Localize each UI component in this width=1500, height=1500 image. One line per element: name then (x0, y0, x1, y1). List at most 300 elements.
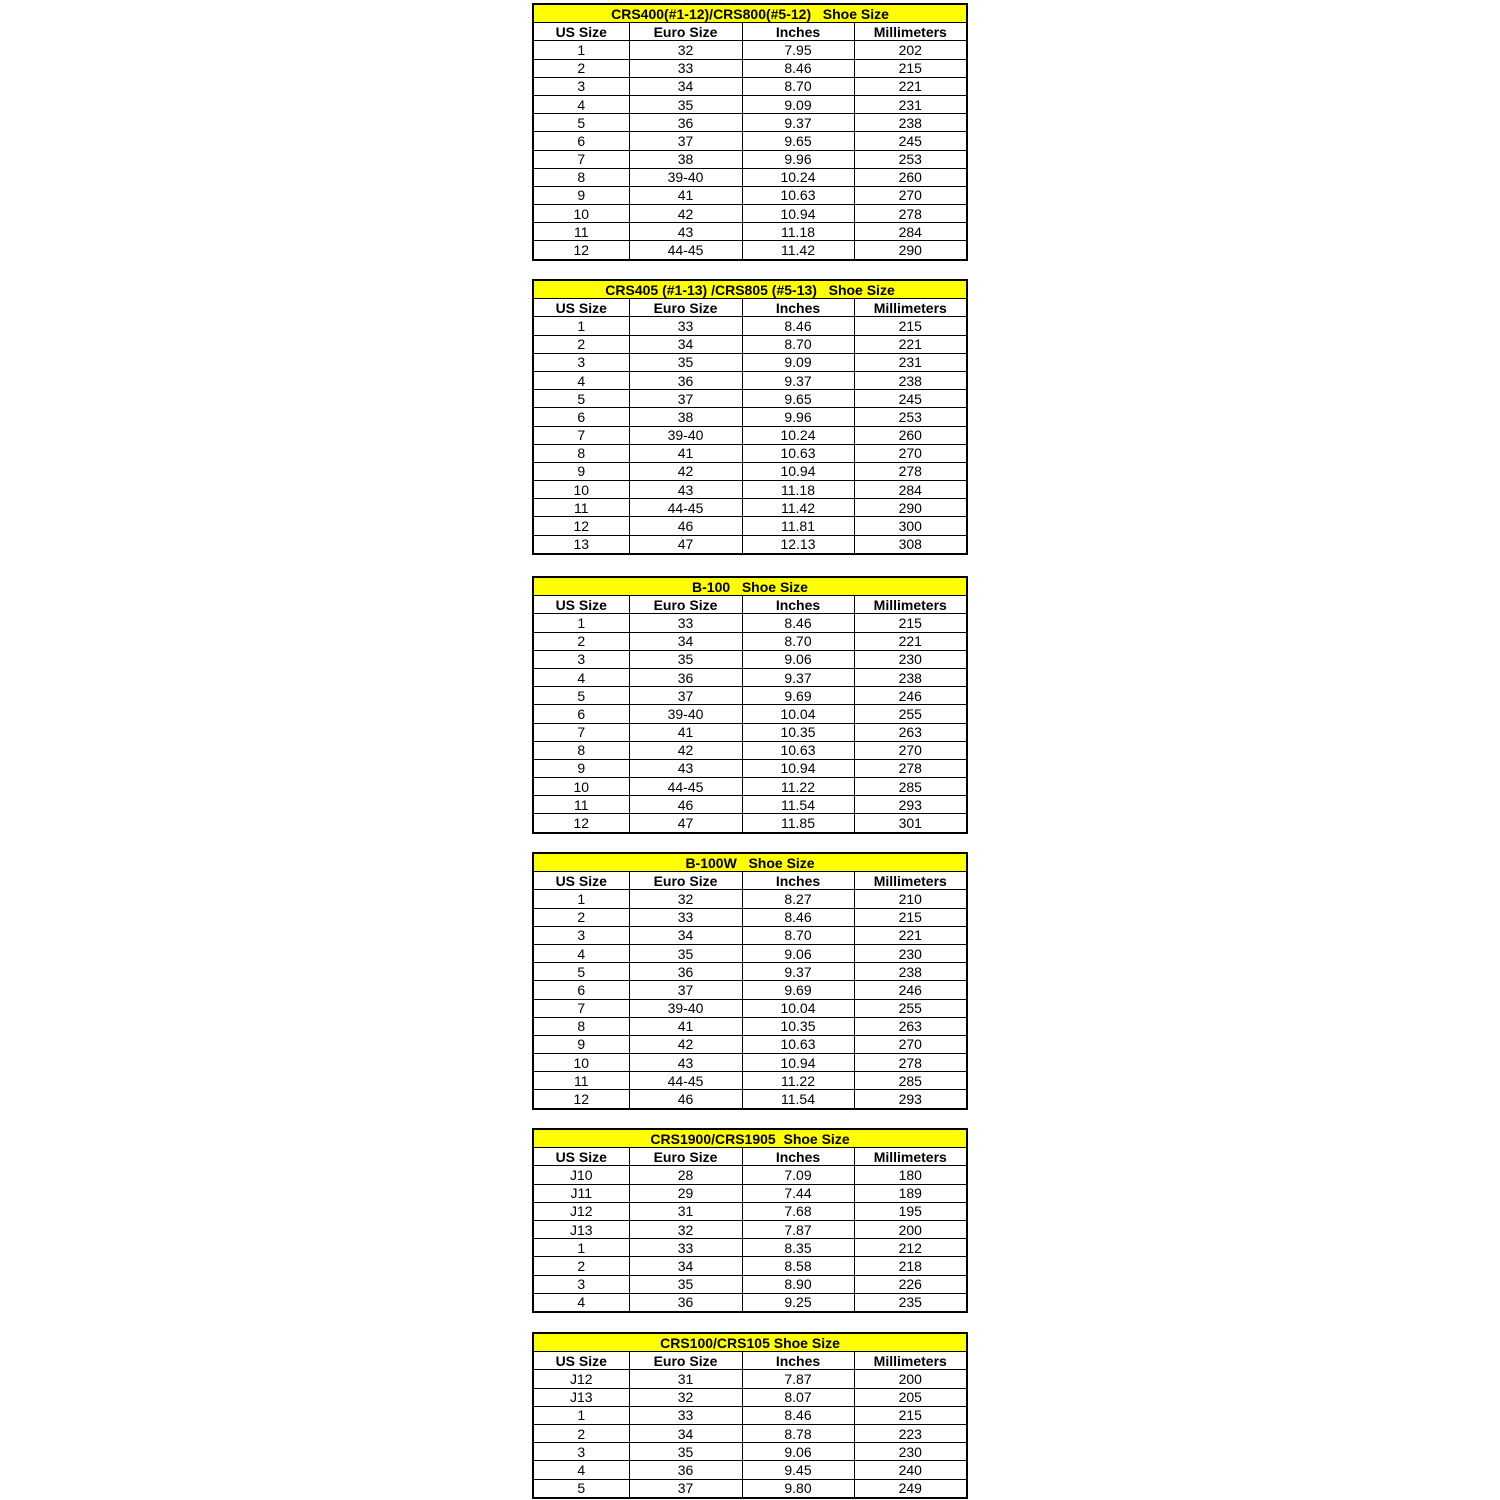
table-cell: 41 (629, 723, 742, 741)
table-cell: 221 (854, 926, 967, 944)
table-row (533, 205, 967, 223)
table-row (533, 944, 967, 962)
table-cell: 4 (533, 95, 629, 113)
table-row (533, 1202, 967, 1220)
table-row (533, 1239, 967, 1257)
table-title: CRS1900/CRS1905 Shoe Size (533, 1129, 967, 1148)
table-row (533, 687, 967, 705)
table-cell: 253 (854, 150, 967, 168)
table-row (533, 963, 967, 981)
table-cell: 31 (629, 1202, 742, 1220)
table-cell: 42 (629, 1035, 742, 1053)
table-row (533, 1166, 967, 1184)
table-cell: 9.25 (742, 1293, 854, 1312)
table-cell: 34 (629, 1257, 742, 1275)
table-row (533, 168, 967, 186)
table-row (533, 668, 967, 686)
table-cell: 2 (533, 908, 629, 926)
header-row (533, 596, 967, 614)
table-cell: 10.63 (742, 444, 854, 462)
table-row (533, 778, 967, 796)
table-cell: 11.22 (742, 1072, 854, 1090)
table-cell: 238 (854, 114, 967, 132)
table-row (533, 1090, 967, 1109)
table-row (533, 223, 967, 241)
table-cell: 10 (533, 778, 629, 796)
table-cell: 36 (629, 371, 742, 389)
table-cell: 12 (533, 814, 629, 833)
table-cell: 255 (854, 705, 967, 723)
table-cell: 11 (533, 499, 629, 517)
table-cell: 33 (629, 317, 742, 335)
table-cell: 1 (533, 890, 629, 908)
table-cell: 3 (533, 1443, 629, 1461)
table-cell: 9.96 (742, 150, 854, 168)
table-row (533, 444, 967, 462)
table-cell: 9.37 (742, 963, 854, 981)
column-header: Euro Size (629, 1148, 742, 1166)
table-cell: 246 (854, 687, 967, 705)
table-cell: 36 (629, 1461, 742, 1479)
table-cell: 202 (854, 41, 967, 59)
table-cell: 5 (533, 963, 629, 981)
table-cell: 235 (854, 1293, 967, 1312)
table-cell: 35 (629, 353, 742, 371)
table-cell: 7 (533, 723, 629, 741)
column-header: US Size (533, 872, 629, 890)
table-cell: 41 (629, 1017, 742, 1035)
table-cell: 2 (533, 1257, 629, 1275)
table-cell: 34 (629, 926, 742, 944)
table-title: CRS405 (#1-13) /CRS805 (#5-13) Shoe Size (533, 280, 967, 299)
table-cell: 230 (854, 650, 967, 668)
table-row (533, 408, 967, 426)
table-cell: 270 (854, 186, 967, 204)
table-cell: 9.06 (742, 1443, 854, 1461)
table-cell: 12 (533, 1090, 629, 1109)
table-cell: 1 (533, 1406, 629, 1424)
table-cell: 9 (533, 186, 629, 204)
table-cell: 238 (854, 371, 967, 389)
column-header: Inches (742, 872, 854, 890)
table-cell: 3 (533, 77, 629, 95)
table-cell: 180 (854, 1166, 967, 1184)
table-cell: 28 (629, 1166, 742, 1184)
header-row (533, 872, 967, 890)
table-cell: 215 (854, 59, 967, 77)
column-header: Euro Size (629, 596, 742, 614)
table-cell: 37 (629, 1479, 742, 1498)
table-cell: 10.94 (742, 205, 854, 223)
table-cell: 7.44 (742, 1184, 854, 1202)
table-cell: 39-40 (629, 705, 742, 723)
table-cell: 8 (533, 741, 629, 759)
table-row (533, 1293, 967, 1312)
table-cell: 11 (533, 796, 629, 814)
table-cell: 35 (629, 1275, 742, 1293)
table-cell: 9.96 (742, 408, 854, 426)
table-row (533, 114, 967, 132)
table-cell: 246 (854, 981, 967, 999)
table-cell: 10.04 (742, 999, 854, 1017)
table-cell: 2 (533, 59, 629, 77)
table-cell: 43 (629, 1054, 742, 1072)
table-cell: 210 (854, 890, 967, 908)
table-cell: 221 (854, 632, 967, 650)
table-cell: 7.87 (742, 1370, 854, 1388)
shoe-size-table (532, 3, 968, 261)
table-cell: 278 (854, 205, 967, 223)
column-header: Euro Size (629, 299, 742, 317)
table-cell: 5 (533, 687, 629, 705)
table-cell: 37 (629, 687, 742, 705)
table-cell: 9.37 (742, 114, 854, 132)
table-cell: 8.78 (742, 1424, 854, 1442)
table-cell: J12 (533, 1370, 629, 1388)
table-cell: 8.46 (742, 908, 854, 926)
table-cell: 39-40 (629, 426, 742, 444)
table-cell: 36 (629, 1293, 742, 1312)
table-row (533, 186, 967, 204)
table-cell: 46 (629, 1090, 742, 1109)
table-cell: 8.46 (742, 317, 854, 335)
table-cell: 11.54 (742, 1090, 854, 1109)
table-cell: 195 (854, 1202, 967, 1220)
table-cell: 10.04 (742, 705, 854, 723)
table-cell: 8.58 (742, 1257, 854, 1275)
table-row (533, 371, 967, 389)
table-cell: 44-45 (629, 241, 742, 260)
table-cell: 10.63 (742, 1035, 854, 1053)
table-row (533, 1275, 967, 1293)
table-row (533, 1479, 967, 1498)
table-cell: 260 (854, 426, 967, 444)
table-cell: 37 (629, 132, 742, 150)
table-row (533, 1184, 967, 1202)
table-row (533, 705, 967, 723)
column-header: Inches (742, 1352, 854, 1370)
table-cell: 230 (854, 944, 967, 962)
table-cell: 10.35 (742, 1017, 854, 1035)
table-cell: 6 (533, 132, 629, 150)
table-cell: 38 (629, 408, 742, 426)
table-cell: 8.46 (742, 614, 854, 632)
shoe-size-table (532, 279, 968, 555)
table-row (533, 353, 967, 371)
column-header: US Size (533, 1148, 629, 1166)
table-cell: 8.70 (742, 632, 854, 650)
table-cell: 301 (854, 814, 967, 833)
table-row (533, 999, 967, 1017)
table-cell: 10 (533, 1054, 629, 1072)
column-header: Millimeters (854, 23, 967, 41)
table-row (533, 95, 967, 113)
column-header: Euro Size (629, 872, 742, 890)
table-cell: 9.09 (742, 95, 854, 113)
table-cell: 34 (629, 77, 742, 95)
table-cell: 7.09 (742, 1166, 854, 1184)
table-cell: 221 (854, 335, 967, 353)
table-cell: 215 (854, 908, 967, 926)
table-cell: 42 (629, 205, 742, 223)
table-cell: 42 (629, 462, 742, 480)
table-cell: 245 (854, 390, 967, 408)
table-row (533, 317, 967, 335)
table-cell: 238 (854, 668, 967, 686)
table-cell: 200 (854, 1220, 967, 1238)
table-title: B-100W Shoe Size (533, 853, 967, 872)
table-cell: 290 (854, 499, 967, 517)
table-cell: 33 (629, 59, 742, 77)
table-cell: 8.35 (742, 1239, 854, 1257)
table-cell: 218 (854, 1257, 967, 1275)
table-title: B-100 Shoe Size (533, 577, 967, 596)
table-cell: 10.35 (742, 723, 854, 741)
table-cell: 9 (533, 462, 629, 480)
table-cell: 284 (854, 481, 967, 499)
table-row (533, 1220, 967, 1238)
table-cell: 223 (854, 1424, 967, 1442)
table-cell: J11 (533, 1184, 629, 1202)
column-header: US Size (533, 299, 629, 317)
table-cell: 2 (533, 632, 629, 650)
table-cell: J13 (533, 1220, 629, 1238)
table-row (533, 1443, 967, 1461)
table-cell: 231 (854, 95, 967, 113)
table-cell: 36 (629, 668, 742, 686)
table-cell: 9.65 (742, 390, 854, 408)
table-row (533, 981, 967, 999)
table-cell: 11.18 (742, 481, 854, 499)
table-cell: 41 (629, 186, 742, 204)
shoe-size-table (532, 576, 968, 834)
table-row (533, 890, 967, 908)
table-cell: 278 (854, 759, 967, 777)
table-cell: 11.22 (742, 778, 854, 796)
table-cell: 9.37 (742, 371, 854, 389)
table-cell: 212 (854, 1239, 967, 1257)
table-cell: 10.94 (742, 759, 854, 777)
table-row (533, 1257, 967, 1275)
table-cell: 33 (629, 908, 742, 926)
table-row (533, 1054, 967, 1072)
table-cell: 9.06 (742, 944, 854, 962)
table-cell: 44-45 (629, 499, 742, 517)
table-cell: 37 (629, 981, 742, 999)
column-header: US Size (533, 596, 629, 614)
table-row (533, 426, 967, 444)
table-row (533, 132, 967, 150)
table-cell: 189 (854, 1184, 967, 1202)
table-cell: 6 (533, 981, 629, 999)
table-cell: 260 (854, 168, 967, 186)
table-cell: 7.87 (742, 1220, 854, 1238)
table-cell: 8.07 (742, 1388, 854, 1406)
table-cell: 2 (533, 1424, 629, 1442)
table-cell: 284 (854, 223, 967, 241)
table-cell: 35 (629, 944, 742, 962)
table-cell: 47 (629, 814, 742, 833)
table-cell: 1 (533, 41, 629, 59)
table-cell: 34 (629, 632, 742, 650)
table-cell: 8 (533, 444, 629, 462)
table-cell: 4 (533, 944, 629, 962)
table-cell: 10.24 (742, 168, 854, 186)
table-cell: 10.94 (742, 1054, 854, 1072)
table-row (533, 335, 967, 353)
table-cell: 7.95 (742, 41, 854, 59)
table-cell: 12 (533, 241, 629, 260)
table-cell: 35 (629, 650, 742, 668)
table-cell: 9.06 (742, 650, 854, 668)
table-cell: 3 (533, 1275, 629, 1293)
table-row (533, 814, 967, 833)
column-header: US Size (533, 23, 629, 41)
table-cell: 35 (629, 1443, 742, 1461)
table-title: CRS400(#1-12)/CRS800(#5-12) Shoe Size (533, 4, 967, 23)
table-cell: 47 (629, 535, 742, 554)
header-row (533, 1352, 967, 1370)
table-row (533, 926, 967, 944)
table-row (533, 741, 967, 759)
table-cell: 39-40 (629, 168, 742, 186)
table-cell: 9 (533, 759, 629, 777)
table-cell: 44-45 (629, 1072, 742, 1090)
table-cell: 10.94 (742, 462, 854, 480)
table-cell: 9.65 (742, 132, 854, 150)
table-cell: 226 (854, 1275, 967, 1293)
table-cell: 215 (854, 614, 967, 632)
table-cell: 9.45 (742, 1461, 854, 1479)
table-cell: 8.46 (742, 1406, 854, 1424)
table-cell: 12.13 (742, 535, 854, 554)
table-cell: 285 (854, 778, 967, 796)
table-row (533, 77, 967, 95)
table-cell: J12 (533, 1202, 629, 1220)
table-cell: 12 (533, 517, 629, 535)
column-header: Millimeters (854, 1352, 967, 1370)
table-cell: 5 (533, 390, 629, 408)
table-cell: 4 (533, 1293, 629, 1312)
table-row (533, 1424, 967, 1442)
column-header: Inches (742, 299, 854, 317)
table-cell: 11 (533, 223, 629, 241)
table-cell: 278 (854, 462, 967, 480)
table-row (533, 390, 967, 408)
table-cell: 255 (854, 999, 967, 1017)
table-row (533, 1461, 967, 1479)
table-cell: 43 (629, 223, 742, 241)
table-row (533, 1017, 967, 1035)
table-cell: 39-40 (629, 999, 742, 1017)
table-cell: 249 (854, 1479, 967, 1498)
table-cell: 34 (629, 1424, 742, 1442)
table-cell: 1 (533, 317, 629, 335)
column-header: Euro Size (629, 23, 742, 41)
table-cell: 11 (533, 1072, 629, 1090)
shoe-size-table (532, 1332, 968, 1499)
shoe-size-table (532, 852, 968, 1110)
table-cell: 10 (533, 205, 629, 223)
table-cell: 38 (629, 150, 742, 168)
table-cell: 300 (854, 517, 967, 535)
table-cell: 46 (629, 517, 742, 535)
table-row (533, 1035, 967, 1053)
table-cell: 8.70 (742, 335, 854, 353)
table-cell: 8.70 (742, 77, 854, 95)
table-cell: 35 (629, 95, 742, 113)
table-cell: 11.42 (742, 241, 854, 260)
column-header: Inches (742, 1148, 854, 1166)
table-row (533, 908, 967, 926)
table-cell: 9.69 (742, 981, 854, 999)
table-cell: J13 (533, 1388, 629, 1406)
table-row (533, 614, 967, 632)
shoe-size-table (532, 1128, 968, 1313)
table-cell: 34 (629, 335, 742, 353)
table-row (533, 1370, 967, 1388)
table-cell: 7 (533, 426, 629, 444)
table-cell: 278 (854, 1054, 967, 1072)
table-cell: 238 (854, 963, 967, 981)
table-cell: J10 (533, 1166, 629, 1184)
table-cell: 11.85 (742, 814, 854, 833)
table-cell: 290 (854, 241, 967, 260)
table-cell: 37 (629, 390, 742, 408)
table-cell: 221 (854, 77, 967, 95)
table-cell: 13 (533, 535, 629, 554)
table-cell: 2 (533, 335, 629, 353)
table-cell: 8.70 (742, 926, 854, 944)
table-cell: 4 (533, 371, 629, 389)
table-row (533, 150, 967, 168)
table-cell: 9.80 (742, 1479, 854, 1498)
table-cell: 1 (533, 1239, 629, 1257)
table-cell: 42 (629, 741, 742, 759)
table-cell: 230 (854, 1443, 967, 1461)
table-cell: 10.24 (742, 426, 854, 444)
table-cell: 8 (533, 1017, 629, 1035)
table-cell: 6 (533, 705, 629, 723)
table-cell: 270 (854, 741, 967, 759)
table-cell: 31 (629, 1370, 742, 1388)
table-cell: 205 (854, 1388, 967, 1406)
table-cell: 3 (533, 926, 629, 944)
table-cell: 293 (854, 1090, 967, 1109)
table-row (533, 1072, 967, 1090)
table-row (533, 650, 967, 668)
table-cell: 9.69 (742, 687, 854, 705)
table-cell: 293 (854, 796, 967, 814)
table-cell: 43 (629, 759, 742, 777)
table-cell: 36 (629, 963, 742, 981)
table-cell: 32 (629, 1220, 742, 1238)
column-header: US Size (533, 1352, 629, 1370)
table-cell: 7.68 (742, 1202, 854, 1220)
table-cell: 10 (533, 481, 629, 499)
table-cell: 253 (854, 408, 967, 426)
table-cell: 11.81 (742, 517, 854, 535)
table-row (533, 1388, 967, 1406)
table-cell: 33 (629, 1406, 742, 1424)
table-row (533, 241, 967, 260)
header-row (533, 1148, 967, 1166)
table-cell: 3 (533, 650, 629, 668)
table-title: CRS100/CRS105 Shoe Size (533, 1333, 967, 1352)
table-row (533, 41, 967, 59)
table-cell: 8.90 (742, 1275, 854, 1293)
table-cell: 9.09 (742, 353, 854, 371)
